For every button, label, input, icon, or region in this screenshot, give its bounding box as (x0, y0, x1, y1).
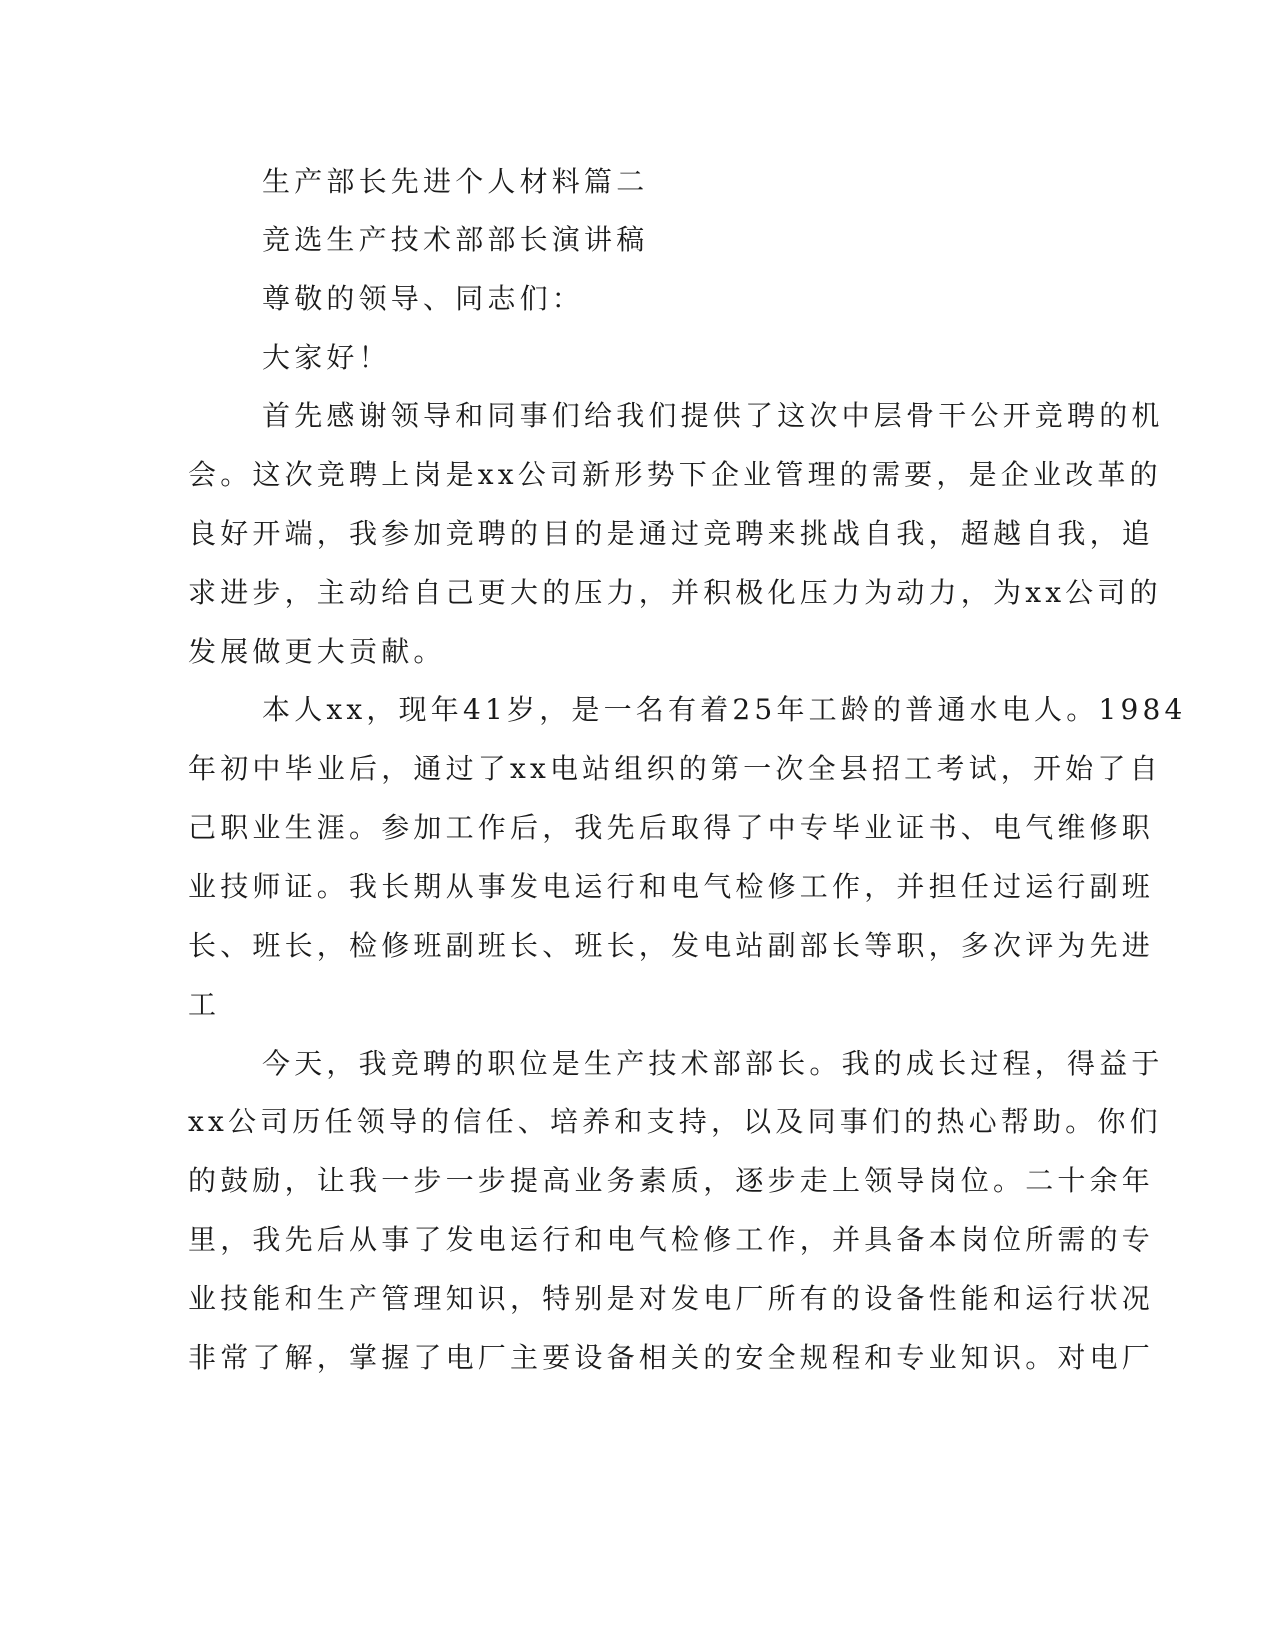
paragraph-1-line: 会。这次竞聘上岗是xx公司新形势下企业管理的需要，是企业改革的 (188, 458, 1162, 491)
paragraph-1-line: 发展做更大贡献。 (188, 635, 446, 668)
paragraph-3-line: xx公司历任领导的信任、培养和支持，以及同事们的热心帮助。你们 (188, 1105, 1162, 1138)
paragraph-3-line: 里，我先后从事了发电运行和电气检修工作，并具备本岗位所需的专 (188, 1223, 1155, 1256)
paragraph-2-line: 年初中毕业后，通过了xx电站组织的第一次全县招工考试，开始了自 (188, 752, 1162, 785)
paragraph-1-line: 首先感谢领导和同事们给我们提供了这次中层骨干公开竞聘的机 (262, 399, 1164, 432)
greeting: 大家好！ (262, 341, 391, 374)
paragraph-3-line: 的鼓励，让我一步一步提高业务素质，逐步走上领导岗位。二十余年 (188, 1164, 1155, 1197)
salutation: 尊敬的领导、同志们： (262, 282, 585, 315)
paragraph-3-line: 非常了解，掌握了电厂主要设备相关的安全规程和专业知识。对电厂 (188, 1341, 1155, 1374)
document-heading-1: 生产部长先进个人材料篇二 (262, 165, 649, 198)
paragraph-2-line: 己职业生涯。参加工作后，我先后取得了中专毕业证书、电气维修职 (188, 811, 1155, 844)
paragraph-2-line: 本人xx，现年41岁，是一名有着25年工龄的普通水电人。1984 (262, 693, 1187, 726)
paragraph-1-line: 求进步，主动给自己更大的压力，并积极化压力为动力，为xx公司的 (188, 576, 1162, 609)
paragraph-3-line: 今天，我竞聘的职位是生产技术部部长。我的成长过程，得益于 (262, 1047, 1164, 1080)
paragraph-2-line: 业技师证。我长期从事发电运行和电气检修工作，并担任过运行副班 (188, 870, 1155, 903)
paragraph-3-line: 业技能和生产管理知识，特别是对发电厂所有的设备性能和运行状况 (188, 1282, 1155, 1315)
paragraph-1-line: 良好开端，我参加竞聘的目的是通过竞聘来挑战自我，超越自我，追 (188, 517, 1155, 550)
document-heading-2: 竞选生产技术部部长演讲稿 (262, 223, 649, 256)
paragraph-2-line: 长、班长，检修班副班长、班长，发电站副部长等职，多次评为先进 (188, 929, 1155, 962)
paragraph-2-line: 工 (188, 988, 221, 1021)
